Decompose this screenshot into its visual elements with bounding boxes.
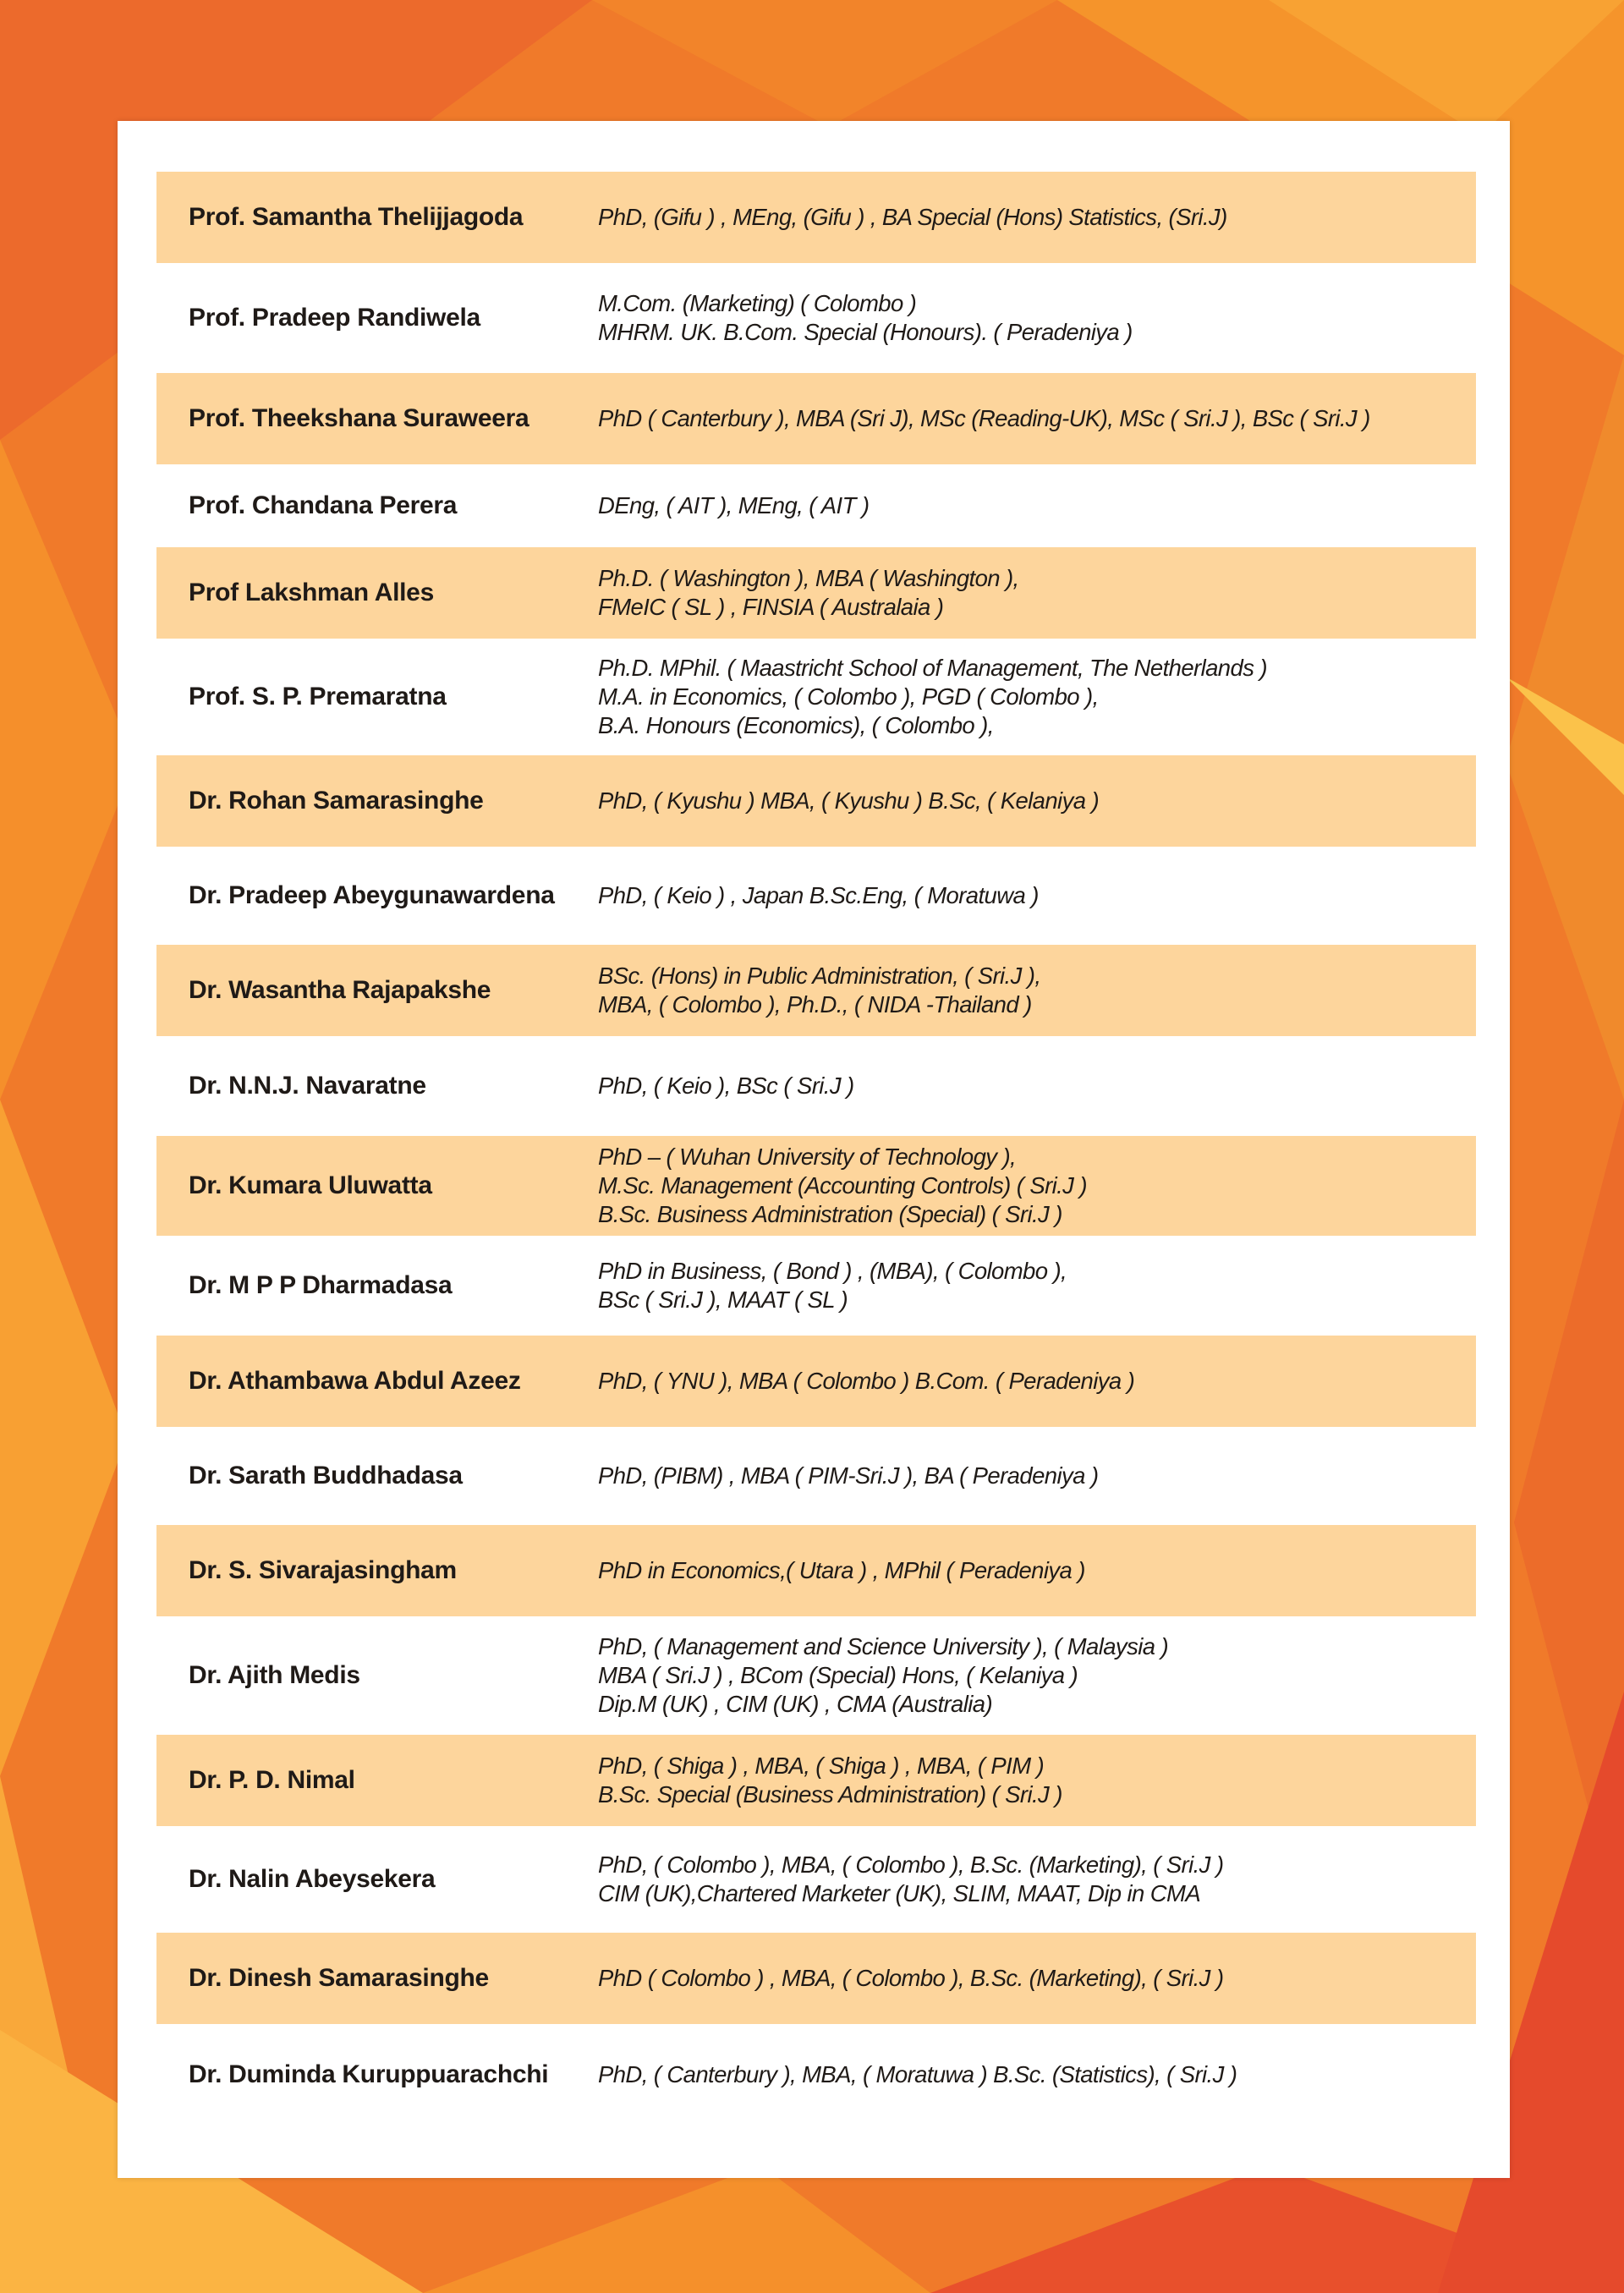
staff-name: Dr. P. D. Nimal — [189, 1766, 355, 1794]
staff-qualifications — [598, 1143, 1087, 1229]
staff-row — [156, 639, 1476, 755]
staff-row — [156, 263, 1476, 373]
staff-name: Dr. Nalin Abeysekera — [189, 1865, 436, 1893]
qualification-line: PhD, (PIBM) , MBA ( PIM-Sri.J ), BA ( Peradeniya ) — [598, 1462, 1099, 1489]
staff-row — [156, 1616, 1476, 1735]
staff-qualifications — [598, 404, 1370, 433]
staff-name: Dr. N.N.J. Navaratne — [189, 1072, 426, 1100]
staff-qualifications — [598, 787, 1099, 815]
staff-row — [156, 1525, 1476, 1616]
staff-qualifications — [598, 289, 1133, 347]
staff-row — [156, 1826, 1476, 1933]
staff-name: Dr. Duminda Kuruppuarachchi — [189, 2060, 549, 2088]
staff-qualifications — [598, 1556, 1085, 1585]
staff-row — [156, 1236, 1476, 1336]
qualification-line: PhD, ( Keio ), BSc ( Sri.J ) — [598, 1072, 854, 1099]
staff-row — [156, 1036, 1476, 1136]
qualification-line: PhD – ( Wuhan University of Technology ), — [598, 1144, 1017, 1170]
staff-qualifications — [598, 1257, 1067, 1314]
qualification-line: M.Com. (Marketing) ( Colombo ) — [598, 290, 917, 316]
staff-name: Dr. S. Sivarajasingham — [189, 1556, 457, 1584]
qualification-line: M.A. in Economics, ( Colombo ), PGD ( Colombo ), — [598, 683, 1099, 710]
qualification-line: CIM (UK),Chartered Marketer (UK), SLIM, MAAT, Dip in CMA — [598, 1880, 1201, 1906]
qualification-line: Dip.M (UK) , CIM (UK) , CMA (Australia) — [598, 1691, 993, 1717]
staff-name: Dr. Kumara Uluwatta — [189, 1171, 432, 1199]
staff-qualifications — [598, 1072, 854, 1100]
qualification-line: MBA, ( Colombo ), Ph.D., ( NIDA -Thailand ) — [598, 991, 1032, 1018]
staff-name: Dr. M P P Dharmadasa — [189, 1271, 453, 1299]
qualification-line: BSc. (Hons) in Public Administration, ( Sri.J ), — [598, 963, 1041, 989]
staff-name: Dr. Dinesh Samarasinghe — [189, 1964, 489, 1992]
staff-row — [156, 945, 1476, 1036]
qualification-line: PhD, ( Shiga ) , MBA, ( Shiga ) , MBA, ( PIM ) — [598, 1753, 1045, 1779]
staff-name: Dr. Wasantha Rajapakshe — [189, 976, 491, 1004]
qualification-line: PhD, ( YNU ), MBA ( Colombo ) B.Com. ( Peradeniya ) — [598, 1368, 1135, 1394]
staff-qualifications — [598, 654, 1267, 740]
staff-row — [156, 1933, 1476, 2024]
staff-name: Dr. Ajith Medis — [189, 1661, 360, 1689]
qualification-line: PhD in Business, ( Bond ) , (MBA), ( Colombo ), — [598, 1258, 1067, 1284]
qualification-line: MHRM. UK. B.Com. Special (Honours). ( Peradeniya ) — [598, 319, 1133, 345]
staff-name: Prof. Theekshana Suraweera — [189, 404, 529, 432]
qualification-line: MBA ( Sri.J ) , BCom (Special) Hons, ( Kelaniya ) — [598, 1662, 1078, 1688]
qualification-line: PhD in Economics,( Utara ) , MPhil ( Peradeniya ) — [598, 1557, 1085, 1583]
staff-row — [156, 1427, 1476, 1525]
qualification-line: PhD, ( Management and Science University ), ( Malaysia ) — [598, 1633, 1169, 1659]
staff-qualifications-card — [118, 121, 1510, 2178]
staff-row — [156, 373, 1476, 464]
staff-name: Dr. Athambawa Abdul Azeez — [189, 1367, 521, 1395]
staff-row — [156, 755, 1476, 847]
staff-qualifications — [598, 1367, 1134, 1396]
staff-row — [156, 1735, 1476, 1826]
staff-qualifications — [598, 1964, 1223, 1993]
staff-name: Prof. Pradeep Randiwela — [189, 304, 480, 332]
staff-qualifications — [598, 1632, 1168, 1719]
staff-row — [156, 2024, 1476, 2126]
staff-qualifications — [598, 881, 1039, 910]
qualification-line: PhD, ( Colombo ), MBA, ( Colombo ), B.Sc. (Marketing), ( Sri.J ) — [598, 1851, 1224, 1878]
qualification-line: BSc ( Sri.J ), MAAT ( SL ) — [598, 1286, 848, 1313]
qualification-line: B.Sc. Business Administration (Special) ( Sri.J ) — [598, 1201, 1062, 1227]
staff-name: Dr. Pradeep Abeygunawardena — [189, 881, 555, 909]
qualification-line: Ph.D. MPhil. ( Maastricht School of Management, The Netherlands ) — [598, 655, 1267, 681]
staff-row — [156, 547, 1476, 639]
staff-qualifications — [598, 1851, 1223, 1908]
staff-name: Dr. Rohan Samarasinghe — [189, 787, 484, 815]
staff-name: Prof. S. P. Premaratna — [189, 683, 447, 710]
staff-row — [156, 464, 1476, 547]
qualification-line: M.Sc. Management (Accounting Controls) ( Sri.J ) — [598, 1172, 1087, 1199]
qualification-line: FMeIC ( SL ) , FINSIA ( Australaia ) — [598, 594, 944, 620]
staff-row — [156, 847, 1476, 945]
qualification-line: PhD ( Colombo ) , MBA, ( Colombo ), B.Sc. (Marketing), ( Sri.J ) — [598, 1965, 1224, 1991]
staff-qualifications — [598, 2060, 1237, 2089]
staff-qualifications — [598, 564, 1019, 622]
staff-qualifications — [598, 203, 1227, 232]
qualification-line: B.A. Honours (Economics), ( Colombo ), — [598, 712, 994, 738]
staff-name: Prof. Chandana Perera — [189, 491, 458, 519]
staff-name: Prof Lakshman Alles — [189, 579, 434, 606]
staff-row — [156, 1336, 1476, 1427]
qualification-line: PhD, ( Keio ) , Japan B.Sc.Eng, ( Moratuwa ) — [598, 882, 1039, 908]
qualification-line: PhD, ( Kyushu ) MBA, ( Kyushu ) B.Sc, ( Kelaniya ) — [598, 787, 1100, 814]
staff-qualifications — [598, 962, 1040, 1019]
staff-name: Dr. Sarath Buddhadasa — [189, 1462, 463, 1489]
staff-row — [156, 1136, 1476, 1236]
qualification-line: Ph.D. ( Washington ), MBA ( Washington ), — [598, 565, 1019, 591]
qualification-line: B.Sc. Special (Business Administration) ( Sri.J ) — [598, 1781, 1062, 1808]
staff-name: Prof. Samantha Thelijjagoda — [189, 203, 524, 231]
qualification-line: PhD ( Canterbury ), MBA (Sri J), MSc (Reading-UK), MSc ( Sri.J ), BSc ( Sri.J ) — [598, 405, 1370, 431]
staff-qualifications — [598, 1462, 1098, 1490]
qualification-line: PhD, ( Canterbury ), MBA, ( Moratuwa ) B.Sc. (Statistics), ( Sri.J ) — [598, 2061, 1237, 2087]
staff-row — [156, 172, 1476, 263]
qualification-line: PhD, (Gifu ) , MEng, (Gifu ) , BA Special (Hons) Statistics, (Sri.J) — [598, 204, 1227, 230]
staff-qualifications — [598, 491, 869, 520]
qualification-line: DEng, ( AIT ), MEng, ( AIT ) — [598, 492, 870, 518]
staff-qualifications — [598, 1752, 1062, 1809]
